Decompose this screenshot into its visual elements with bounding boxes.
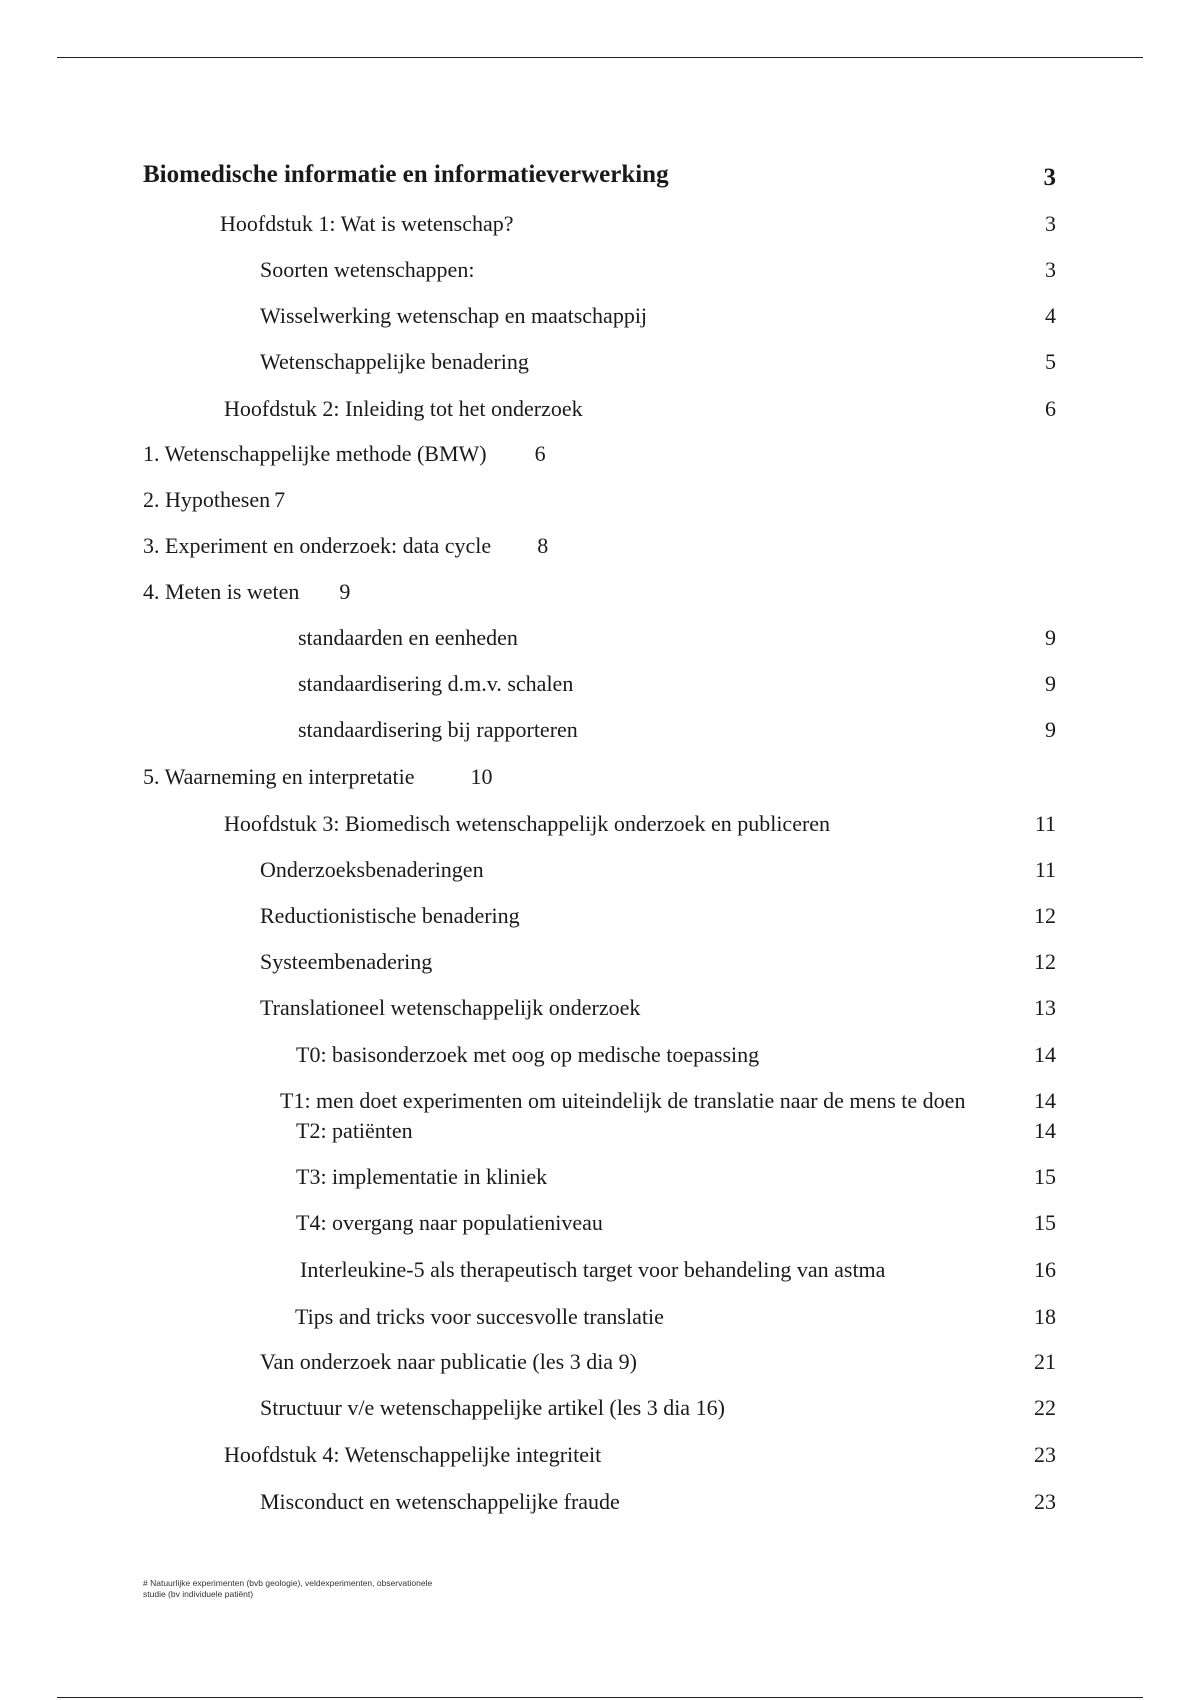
toc-page-number: 16 bbox=[1034, 1257, 1056, 1282]
toc-page-number: 15 bbox=[1034, 1164, 1056, 1189]
toc-page-number: 23 bbox=[1034, 1442, 1056, 1467]
toc-page-number: 7 bbox=[274, 487, 286, 512]
toc-page-number: 21 bbox=[1034, 1349, 1056, 1374]
toc-entry-label: 5. Waarneming en interpretatie bbox=[143, 764, 415, 789]
toc-page-number: 9 bbox=[1045, 625, 1056, 650]
toc-entry-label: 2. Hypothesen bbox=[143, 487, 271, 512]
toc-entry[interactable]: Tips and tricks voor succesvolle translatie bbox=[295, 1304, 664, 1329]
toc-page-number: 13 bbox=[1034, 995, 1056, 1020]
toc-entry-chapter-3[interactable]: Hoofdstuk 3: Biomedisch wetenschappelijk onderzoek en publiceren bbox=[224, 811, 831, 836]
toc-entry-label: 3. Experiment en onderzoek: data cycle bbox=[143, 533, 492, 558]
toc-page-number: 3 bbox=[1045, 211, 1056, 236]
toc-title: Biomedische informatie en informatieverwerking bbox=[143, 161, 669, 188]
toc-page-number: 10 bbox=[470, 764, 493, 789]
toc-page-number: 14 bbox=[1034, 1118, 1056, 1143]
toc-page-number: 12 bbox=[1034, 949, 1056, 974]
toc-entry-label: 4. Meten is weten bbox=[143, 579, 300, 604]
toc-entry[interactable]: T2: patiënten bbox=[296, 1118, 413, 1143]
toc-page-number: 11 bbox=[1034, 811, 1056, 836]
toc-entry[interactable]: T1: men doet experimenten om uiteindelijk de translatie naar de mens te doen bbox=[280, 1088, 966, 1113]
toc-page-number: 9 bbox=[339, 579, 351, 604]
toc-entry[interactable]: Misconduct en wetenschappelijke fraude bbox=[260, 1489, 620, 1514]
toc-page-number: 5 bbox=[1045, 349, 1056, 374]
toc-page-number: 18 bbox=[1034, 1304, 1056, 1329]
toc-title-page: 3 bbox=[1043, 164, 1056, 191]
bottom-rule bbox=[57, 1697, 1143, 1698]
toc-page-number: 22 bbox=[1034, 1395, 1056, 1420]
toc-entry-numbered[interactable] bbox=[143, 440, 546, 468]
toc-entry[interactable]: Structuur v/e wetenschappelijke artikel (les 3 dia 16) bbox=[260, 1395, 725, 1420]
toc-entry-label: 1. Wetenschappelijke methode (BMW) bbox=[143, 441, 487, 466]
toc-entry[interactable]: T4: overgang naar populatieniveau bbox=[296, 1210, 603, 1235]
toc-entry[interactable]: standaardisering bij rapporteren bbox=[298, 717, 578, 742]
toc-page-number: 8 bbox=[537, 533, 549, 558]
toc-entry-numbered[interactable] bbox=[143, 486, 285, 514]
toc-page-number: 3 bbox=[1045, 257, 1056, 282]
toc-entry[interactable]: T3: implementatie in kliniek bbox=[296, 1164, 548, 1189]
toc-entry[interactable]: Van onderzoek naar publicatie (les 3 dia 9) bbox=[260, 1349, 637, 1374]
toc-page-number: 6 bbox=[534, 441, 546, 466]
toc-entry-numbered[interactable] bbox=[143, 532, 548, 560]
toc-page-number: 4 bbox=[1045, 303, 1056, 328]
toc-entry[interactable]: Interleukine-5 als therapeutisch target voor behandeling van astma bbox=[300, 1257, 886, 1282]
toc-entry[interactable]: Wisselwerking wetenschap en maatschappij bbox=[260, 303, 648, 328]
toc-page-number: 9 bbox=[1045, 717, 1056, 742]
toc-entry[interactable]: standaardisering d.m.v. schalen bbox=[298, 671, 574, 696]
toc-entry-numbered[interactable] bbox=[143, 763, 493, 791]
toc-page-number: 14 bbox=[1034, 1088, 1056, 1113]
toc-entry[interactable]: Onderzoeksbenaderingen bbox=[260, 857, 484, 882]
toc-entry[interactable]: Translationeel wetenschappelijk onderzoek bbox=[260, 995, 641, 1020]
toc-page-number: 14 bbox=[1034, 1042, 1056, 1067]
toc-page-number: 15 bbox=[1034, 1210, 1056, 1235]
toc-page-number: 9 bbox=[1045, 671, 1056, 696]
toc-page-number: 23 bbox=[1034, 1489, 1056, 1514]
toc-entry[interactable]: Soorten wetenschappen: bbox=[260, 257, 475, 282]
toc-entry[interactable]: T0: basisonderzoek met oog op medische toepassing bbox=[296, 1042, 760, 1067]
toc-entry[interactable]: Reductionistische benadering bbox=[260, 903, 520, 928]
toc-entry-chapter-2[interactable]: Hoofdstuk 2: Inleiding tot het onderzoek bbox=[224, 396, 583, 421]
toc-entry-chapter-4[interactable]: Hoofdstuk 4: Wetenschappelijke integriteit bbox=[224, 1442, 602, 1467]
toc-entry-numbered[interactable] bbox=[143, 578, 350, 606]
toc-page-number: 6 bbox=[1045, 396, 1056, 421]
footnote-line: # Natuurlijke experimenten (bvb geologie), veldexperimenten, observationele bbox=[143, 1578, 433, 1588]
footnote bbox=[143, 1578, 563, 1600]
footnote-line: studie (bv individuele patiënt) bbox=[143, 1589, 254, 1599]
toc-entry[interactable]: standaarden en eenheden bbox=[298, 625, 518, 650]
toc-entry[interactable]: Wetenschappelijke benadering bbox=[260, 349, 529, 374]
toc-page-number: 12 bbox=[1034, 903, 1056, 928]
toc-page-number: 11 bbox=[1034, 857, 1056, 882]
toc-entry[interactable]: Systeembenadering bbox=[260, 949, 433, 974]
toc-entry-chapter-1[interactable]: Hoofdstuk 1: Wat is wetenschap? bbox=[220, 211, 514, 236]
